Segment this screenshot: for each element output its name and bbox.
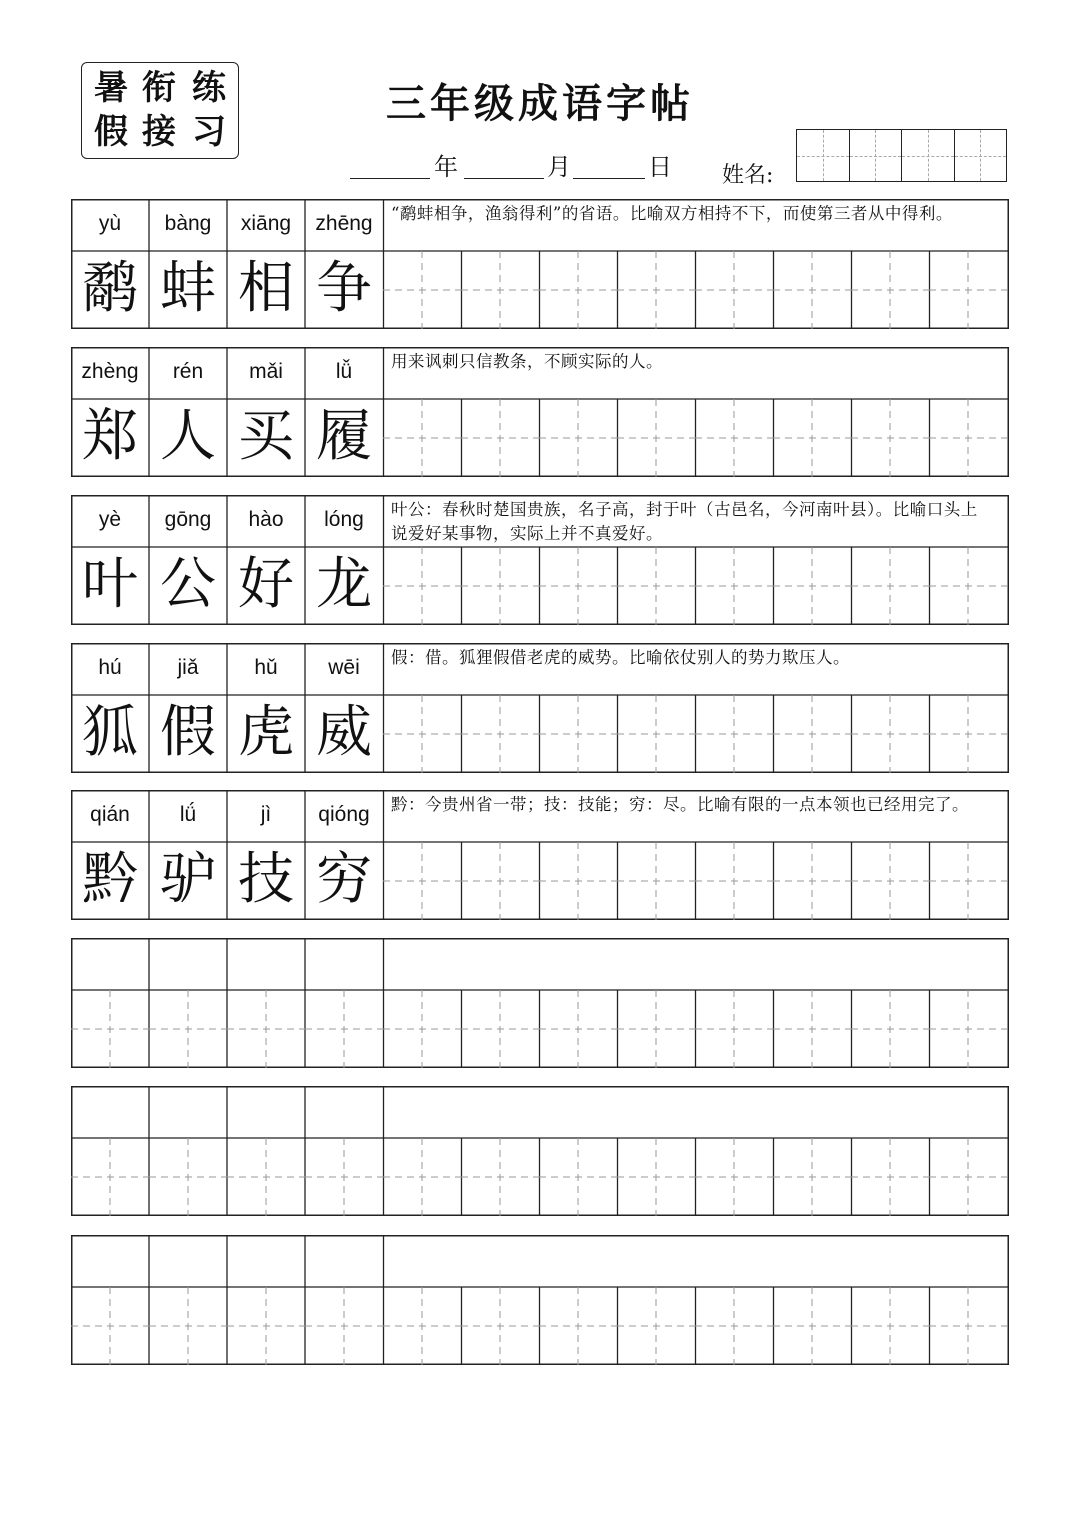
idiom-character: 狐 bbox=[82, 700, 138, 765]
pinyin-cell: rén bbox=[172, 360, 204, 383]
idiom-character: 驴 bbox=[160, 847, 216, 912]
idiom-block bbox=[71, 1235, 1009, 1365]
pinyin-cell: lóng bbox=[324, 508, 364, 531]
pinyin-cell: hào bbox=[248, 508, 284, 531]
idiom-character: 争 bbox=[316, 256, 372, 321]
pinyin-cell: xiāng bbox=[240, 212, 292, 235]
idiom-definition: 黔：今贵州省一带；技：技能；穷：尽。比喻有限的一点本领也已经用完了。 bbox=[391, 795, 969, 814]
writing-grid[interactable] bbox=[71, 938, 1009, 1068]
idiom-character: 买 bbox=[238, 404, 294, 469]
badge-char: 衔 bbox=[142, 68, 176, 108]
name-box[interactable] bbox=[797, 130, 850, 181]
idiom-character: 蚌 bbox=[160, 256, 216, 321]
pinyin-cell: zhèng bbox=[81, 360, 139, 383]
idiom-definition: 叶公：春秋时楚国贵族，名子高，封于叶（古邑名，今河南叶县）。比喻口头上说爱好某事物，实际上并不真爱好。 bbox=[391, 500, 978, 543]
idiom-definition: 用来讽刺只信教条，不顾实际的人。 bbox=[391, 352, 663, 371]
day-label: 日 bbox=[648, 153, 672, 181]
pinyin-cell: qióng bbox=[318, 803, 370, 826]
idiom-block bbox=[71, 790, 1009, 920]
badge-char: 接 bbox=[142, 112, 176, 152]
pinyin-cell: lǘ bbox=[179, 803, 197, 826]
name-label: 姓名: bbox=[722, 163, 774, 188]
pinyin-cell: hǔ bbox=[254, 656, 278, 679]
idiom-definition: “鹬蚌相争，渔翁得利”的省语。比喻双方相持不下，而使第三者从中得利。 bbox=[391, 204, 953, 223]
idiom-character: 黔 bbox=[82, 847, 138, 912]
idiom-character: 技 bbox=[238, 847, 294, 912]
idiom-character: 相 bbox=[238, 256, 294, 321]
year-label: 年 bbox=[434, 153, 458, 181]
pinyin-cell: jì bbox=[260, 803, 272, 826]
pinyin-cell: lǚ bbox=[335, 360, 353, 383]
idiom-block bbox=[71, 495, 1009, 625]
name-field[interactable] bbox=[796, 129, 1007, 182]
practice-badge bbox=[81, 62, 239, 159]
idiom-character: 公 bbox=[160, 552, 216, 617]
page-title: 三年级成语字帖 bbox=[386, 80, 694, 127]
idiom-character: 威 bbox=[316, 700, 372, 765]
pinyin-cell: jiǎ bbox=[177, 656, 199, 679]
idiom-character: 叶 bbox=[82, 552, 138, 617]
pinyin-cell: wēi bbox=[328, 656, 360, 679]
idiom-block bbox=[71, 938, 1009, 1068]
writing-grid[interactable] bbox=[71, 1235, 1009, 1365]
day-blank[interactable] bbox=[573, 178, 645, 179]
pinyin-cell: zhēng bbox=[315, 212, 373, 235]
idiom-character: 郑 bbox=[82, 404, 138, 469]
idiom-character: 虎 bbox=[238, 700, 294, 765]
writing-grid[interactable] bbox=[71, 1086, 1009, 1216]
idiom-character: 鹬 bbox=[82, 256, 138, 321]
name-box[interactable] bbox=[955, 130, 1007, 181]
pinyin-cell: bàng bbox=[164, 212, 212, 235]
badge-char: 暑 bbox=[94, 68, 128, 108]
idiom-block bbox=[71, 199, 1009, 329]
name-box[interactable] bbox=[902, 130, 955, 181]
year-blank[interactable] bbox=[350, 178, 430, 179]
month-label: 月 bbox=[547, 153, 571, 181]
idiom-block bbox=[71, 347, 1009, 477]
pinyin-cell: mǎi bbox=[249, 360, 283, 383]
badge-char: 假 bbox=[94, 112, 128, 152]
idiom-definition: 假：借。狐狸假借老虎的威势。比喻依仗别人的势力欺压人。 bbox=[391, 648, 850, 667]
idiom-character: 龙 bbox=[316, 552, 372, 617]
idiom-character: 好 bbox=[238, 552, 294, 617]
pinyin-cell: yè bbox=[98, 508, 122, 531]
badge-char: 习 bbox=[192, 112, 226, 152]
idiom-character: 穷 bbox=[316, 847, 372, 912]
name-box[interactable] bbox=[850, 130, 903, 181]
idiom-character: 人 bbox=[160, 404, 216, 469]
month-blank[interactable] bbox=[464, 178, 544, 179]
badge-char: 练 bbox=[192, 68, 226, 108]
pinyin-cell: qián bbox=[90, 803, 130, 826]
idiom-block bbox=[71, 643, 1009, 773]
pinyin-cell: hú bbox=[98, 656, 122, 679]
pinyin-cell: yù bbox=[98, 212, 122, 235]
idiom-character: 履 bbox=[316, 404, 372, 469]
idiom-block bbox=[71, 1086, 1009, 1216]
idiom-character: 假 bbox=[160, 700, 216, 765]
pinyin-cell: gōng bbox=[164, 508, 212, 531]
